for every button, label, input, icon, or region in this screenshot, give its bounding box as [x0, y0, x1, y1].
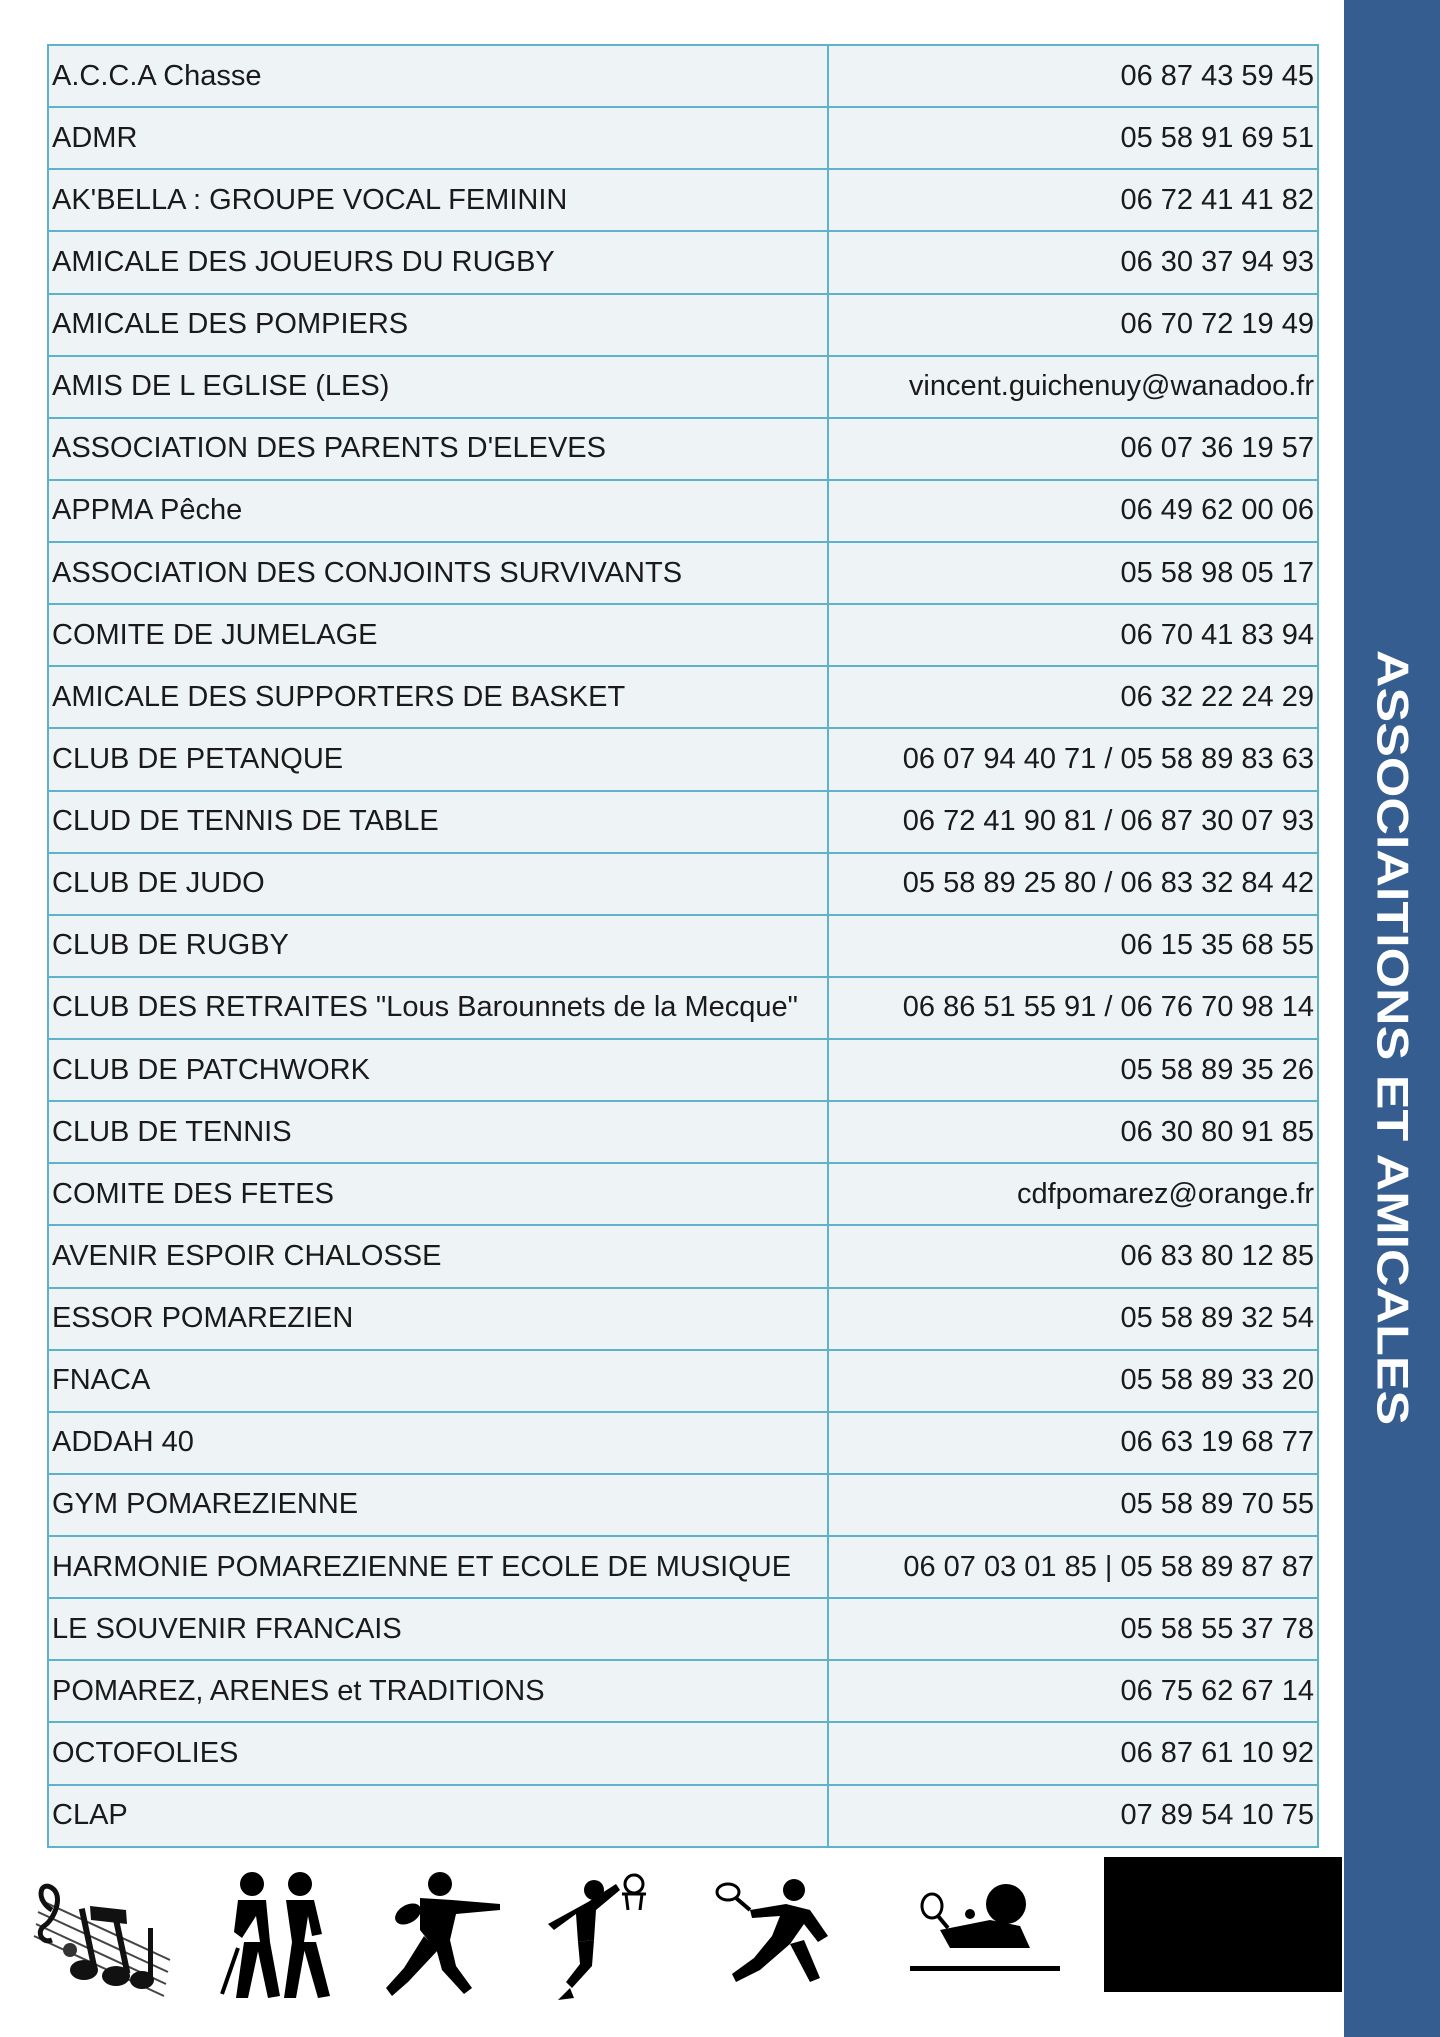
- association-contact: 06 07 03 01 85 | 05 58 89 87 87: [828, 1536, 1318, 1598]
- association-contact: 06 75 62 67 14: [828, 1660, 1318, 1722]
- association-name: ASSOCIATION DES CONJOINTS SURVIVANTS: [48, 542, 828, 604]
- table-row: [48, 666, 1318, 728]
- table-row: [48, 1101, 1318, 1163]
- association-name: FNACA: [48, 1350, 828, 1412]
- association-contact: cdfpomarez@orange.fr: [828, 1163, 1318, 1225]
- association-name: HARMONIE POMAREZIENNE ET ECOLE DE MUSIQUE: [48, 1536, 828, 1598]
- association-name: AK'BELLA : GROUPE VOCAL FEMININ: [48, 169, 828, 231]
- table-row: [48, 418, 1318, 480]
- table-row: [48, 728, 1318, 790]
- tennis-player-icon: [710, 1870, 840, 2000]
- table-row: [48, 1598, 1318, 1660]
- association-contact: 06 72 41 41 82: [828, 169, 1318, 231]
- table-tennis-icon: [910, 1870, 1060, 2000]
- association-contact: 06 70 41 83 94: [828, 604, 1318, 666]
- table-row: [48, 1660, 1318, 1722]
- association-name: ADDAH 40: [48, 1412, 828, 1474]
- association-contact: 05 58 89 33 20: [828, 1350, 1318, 1412]
- table-row: [48, 853, 1318, 915]
- table-row: [48, 1785, 1318, 1848]
- association-name: AMICALE DES POMPIERS: [48, 294, 828, 356]
- table-row: [48, 480, 1318, 542]
- black-rectangle: [1104, 1857, 1342, 1992]
- association-name: LE SOUVENIR FRANCAIS: [48, 1598, 828, 1660]
- table-row: [48, 791, 1318, 853]
- association-name: APPMA Pêche: [48, 480, 828, 542]
- association-contact: 07 89 54 10 75: [828, 1785, 1318, 1848]
- walkers-icon: [212, 1870, 342, 2000]
- association-name: A.C.C.A Chasse: [48, 45, 828, 107]
- association-contact: 06 87 43 59 45: [828, 45, 1318, 107]
- association-name: CLUB DE TENNIS: [48, 1101, 828, 1163]
- table-row: [48, 1225, 1318, 1287]
- sidebar-title-container: [1344, 0, 1440, 2037]
- association-contact: 05 58 89 25 80 / 06 83 32 84 42: [828, 853, 1318, 915]
- association-contact: 06 15 35 68 55: [828, 915, 1318, 977]
- association-name: ESSOR POMAREZIEN: [48, 1288, 828, 1350]
- table-row: [48, 107, 1318, 169]
- table-row: [48, 169, 1318, 231]
- basketball-player-icon: [530, 1870, 660, 2000]
- association-name: CLUD DE TENNIS DE TABLE: [48, 791, 828, 853]
- music-notes-icon: [30, 1870, 180, 2000]
- association-name: COMITE DES FETES: [48, 1163, 828, 1225]
- table-row: [48, 356, 1318, 418]
- association-contact: 05 58 98 05 17: [828, 542, 1318, 604]
- association-contact: 06 30 37 94 93: [828, 231, 1318, 293]
- table-row: [48, 977, 1318, 1039]
- table-row: [48, 1163, 1318, 1225]
- association-name: AMICALE DES JOUEURS DU RUGBY: [48, 231, 828, 293]
- association-contact: 05 58 55 37 78: [828, 1598, 1318, 1660]
- association-contact: vincent.guichenuy@wanadoo.fr: [828, 356, 1318, 418]
- table-row: [48, 1722, 1318, 1784]
- association-contact: 05 58 91 69 51: [828, 107, 1318, 169]
- associations-table: [47, 44, 1319, 1848]
- association-name: CLAP: [48, 1785, 828, 1848]
- association-name: AMICALE DES SUPPORTERS DE BASKET: [48, 666, 828, 728]
- table-row: [48, 294, 1318, 356]
- association-contact: 05 58 89 35 26: [828, 1039, 1318, 1101]
- sidebar-title: ASSOCIAITIONS ET AMICALES: [1367, 649, 1417, 1426]
- table-row: [48, 1412, 1318, 1474]
- associations-table-body: [48, 45, 1318, 1847]
- association-contact: 06 70 72 19 49: [828, 294, 1318, 356]
- table-row: [48, 1536, 1318, 1598]
- association-name: AMIS DE L EGLISE (LES): [48, 356, 828, 418]
- association-contact: 06 87 61 10 92: [828, 1722, 1318, 1784]
- association-contact: 06 49 62 00 06: [828, 480, 1318, 542]
- association-name: GYM POMAREZIENNE: [48, 1474, 828, 1536]
- table-row: [48, 1350, 1318, 1412]
- association-contact: 05 58 89 70 55: [828, 1474, 1318, 1536]
- association-contact: 05 58 89 32 54: [828, 1288, 1318, 1350]
- association-contact: 06 63 19 68 77: [828, 1412, 1318, 1474]
- association-contact: 06 32 22 24 29: [828, 666, 1318, 728]
- association-name: AVENIR ESPOIR CHALOSSE: [48, 1225, 828, 1287]
- association-name: POMAREZ, ARENES et TRADITIONS: [48, 1660, 828, 1722]
- association-contact: 06 72 41 90 81 / 06 87 30 07 93: [828, 791, 1318, 853]
- association-contact: 06 83 80 12 85: [828, 1225, 1318, 1287]
- association-name: CLUB DES RETRAITES "Lous Barounnets de la Mecque": [48, 977, 828, 1039]
- association-name: COMITE DE JUMELAGE: [48, 604, 828, 666]
- association-name: CLUB DE PATCHWORK: [48, 1039, 828, 1101]
- association-contact: 06 07 36 19 57: [828, 418, 1318, 480]
- association-name: ADMR: [48, 107, 828, 169]
- table-row: [48, 604, 1318, 666]
- table-row: [48, 45, 1318, 107]
- table-row: [48, 542, 1318, 604]
- table-row: [48, 1288, 1318, 1350]
- table-row: [48, 231, 1318, 293]
- table-row: [48, 1039, 1318, 1101]
- rugby-player-icon: [380, 1870, 510, 2000]
- association-contact: 06 86 51 55 91 / 06 76 70 98 14: [828, 977, 1318, 1039]
- association-name: OCTOFOLIES: [48, 1722, 828, 1784]
- table-row: [48, 1474, 1318, 1536]
- association-name: CLUB DE RUGBY: [48, 915, 828, 977]
- association-contact: 06 30 80 91 85: [828, 1101, 1318, 1163]
- association-name: ASSOCIATION DES PARENTS D'ELEVES: [48, 418, 828, 480]
- association-name: CLUB DE JUDO: [48, 853, 828, 915]
- association-name: CLUB DE PETANQUE: [48, 728, 828, 790]
- association-contact: 06 07 94 40 71 / 05 58 89 83 63: [828, 728, 1318, 790]
- table-row: [48, 915, 1318, 977]
